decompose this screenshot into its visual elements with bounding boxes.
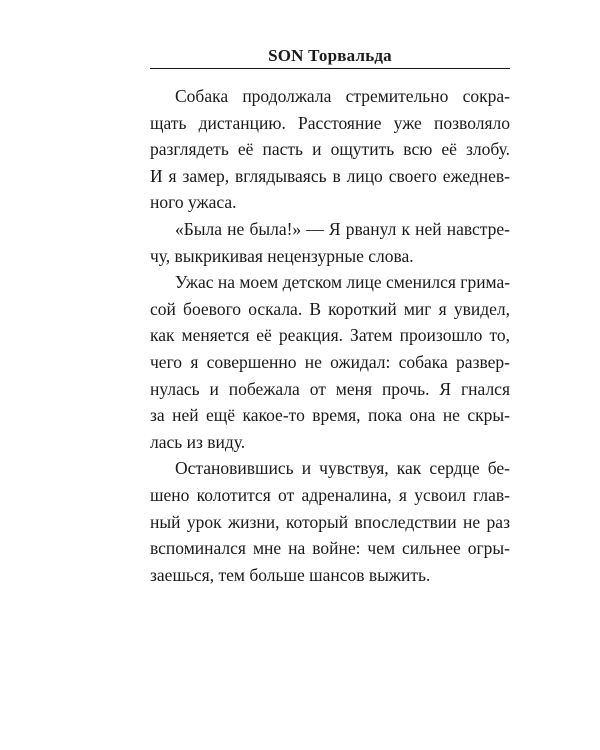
text-line: сой боевого оскала. В короткий миг я увидел, (150, 298, 510, 319)
text-line: шено колотится от адреналина, я усвоил глав- (150, 484, 510, 505)
text-line: заешься, тем больше шансов выжить. (150, 564, 431, 585)
text-line: ный урок жизни, который впоследствии не раз (150, 511, 510, 532)
text-line: «Была не была!» — Я рванул к ней навстре- (175, 218, 510, 239)
text-line: вспоминался мне на войне: чем сильнее огры- (150, 538, 510, 559)
text-line: ного ужаса. (150, 192, 237, 213)
text-line: чу, выкрикивая нецензурные слова. (150, 245, 414, 266)
paragraph-3 (150, 269, 510, 455)
text-line: лась из виду. (150, 431, 246, 452)
paragraph-2 (150, 216, 510, 269)
text-line: щать дистанцию. Расстояние уже позволяло (150, 112, 510, 133)
paragraph-1 (150, 83, 510, 216)
text-line: как меняется её реакция. Затем произошло то, (150, 325, 510, 346)
text-line: чего я совершенно не ожидал: собака развер- (150, 351, 510, 372)
paragraph-4 (150, 455, 510, 588)
body-text (150, 83, 510, 588)
text-line: Собака продолжала стремительно сокра- (175, 86, 510, 106)
text-line: Ужас на моем детском лице сменился грима- (175, 272, 511, 293)
text-line: разглядеть её пасть и ощутить всю её злобу. (150, 139, 510, 160)
text-line: И я замер, вглядываясь в лицо своего ежеднев- (150, 165, 510, 186)
running-header: SON Торвальда (268, 46, 392, 65)
text-line: нулась и побежала от меня прочь. Я гнался (150, 378, 510, 399)
text-line: Остановившись и чувствуя, как сердце бе- (175, 458, 510, 479)
header-rule (150, 68, 510, 69)
text-line: за ней ещё какое-то время, пока она не скры- (150, 405, 510, 426)
